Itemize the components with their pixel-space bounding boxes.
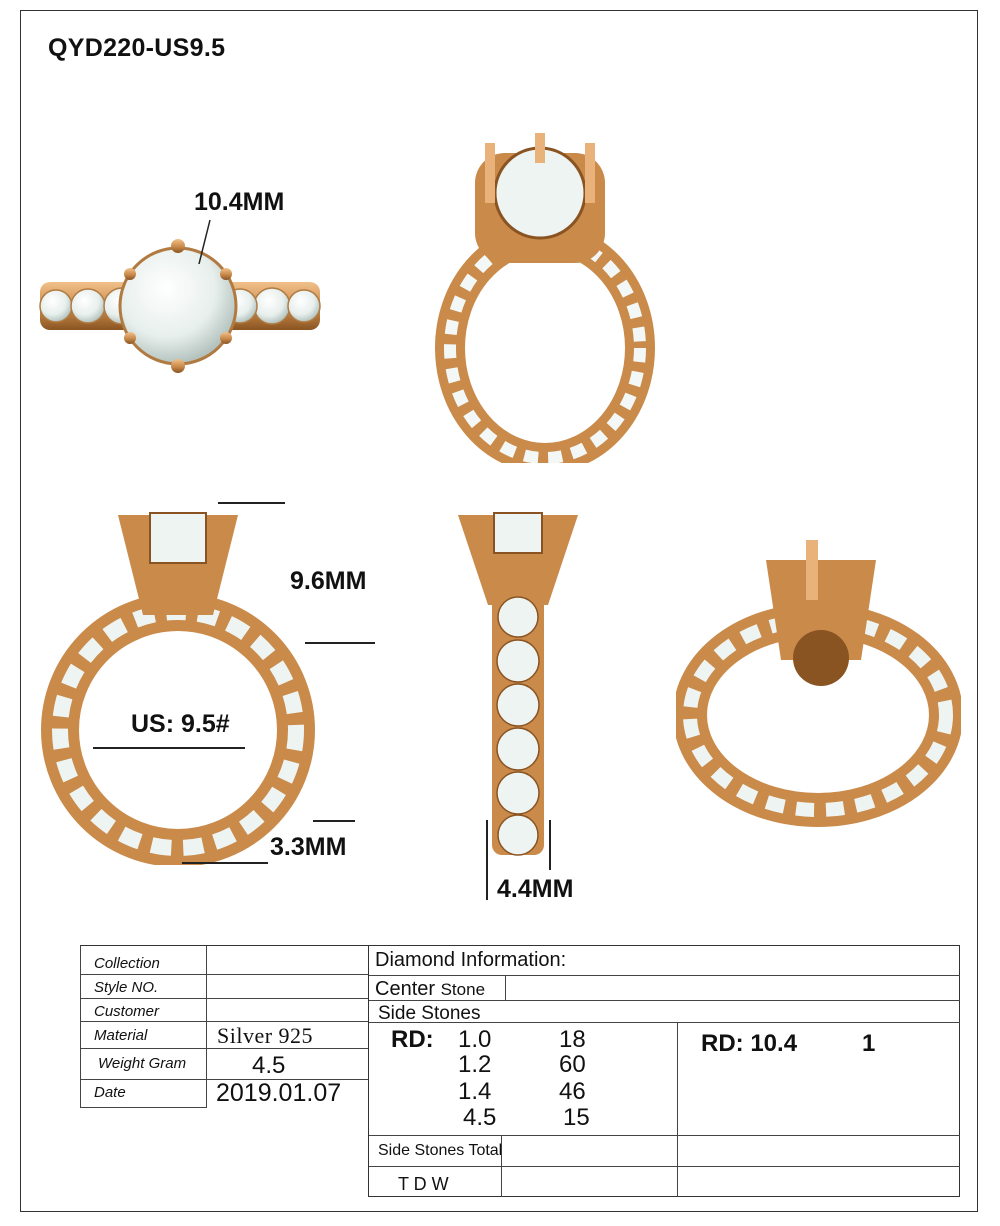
ring-perspective-view-image bbox=[415, 133, 655, 463]
side-stone-size: 1.0 bbox=[458, 1026, 492, 1053]
center-stone-count: 1 bbox=[862, 1030, 876, 1057]
height-dimension: 9.6MM bbox=[290, 567, 367, 595]
side-rd-label: RD: bbox=[391, 1026, 434, 1053]
center-label-text: Center bbox=[375, 978, 436, 1000]
center-stone-rd: RD: 10.4 bbox=[701, 1030, 798, 1057]
center-suffix-text: Stone bbox=[440, 980, 486, 999]
ring-side-view-image bbox=[448, 505, 588, 865]
date-label: Date bbox=[94, 1084, 126, 1101]
page-title: QYD220-US9.5 bbox=[48, 34, 226, 62]
diamond-info-table bbox=[368, 945, 960, 1197]
side-stone-count: 18 bbox=[559, 1026, 586, 1053]
height-guide-bottom-line bbox=[305, 642, 375, 644]
date-value: 2019.01.07 bbox=[216, 1079, 342, 1107]
ring-back-view-image bbox=[676, 540, 961, 830]
ring-size-diameter-line bbox=[93, 747, 245, 749]
material-value: Silver 925 bbox=[217, 1023, 314, 1048]
weight-label: Weight Gram bbox=[98, 1055, 187, 1072]
side-stone-count: 60 bbox=[559, 1051, 586, 1078]
side-width-dimension: 4.4MM bbox=[497, 875, 574, 903]
customer-label: Customer bbox=[94, 1003, 160, 1020]
side-stone-count: 46 bbox=[559, 1078, 586, 1105]
side-stone-size: 1.2 bbox=[458, 1051, 492, 1078]
collection-label: Collection bbox=[94, 955, 160, 972]
center-stone-label bbox=[375, 978, 485, 1001]
side-stone-size: 1.4 bbox=[458, 1078, 492, 1105]
weight-value: 4.5 bbox=[252, 1052, 286, 1079]
top-width-dimension: 10.4MM bbox=[194, 188, 285, 216]
height-guide-top-line bbox=[218, 502, 285, 504]
side-width-guide-left-line bbox=[486, 820, 488, 900]
side-width-guide-right-line bbox=[549, 820, 551, 870]
side-stones-total-label: Side Stones Total bbox=[378, 1142, 503, 1159]
band-width-guide-bottom-line bbox=[182, 862, 268, 864]
side-stones-label: Side Stones bbox=[378, 1003, 481, 1024]
top-width-leader-line bbox=[195, 218, 215, 266]
side-stone-count: 15 bbox=[563, 1104, 590, 1131]
tdw-label: T D W bbox=[398, 1174, 449, 1194]
ring-top-view-image bbox=[36, 230, 326, 380]
spec-table bbox=[80, 945, 368, 1108]
band-width-guide-top-line bbox=[313, 820, 355, 822]
material-label: Material bbox=[94, 1027, 148, 1044]
ring-size-label: US: 9.5# bbox=[131, 710, 230, 738]
diamond-info-header: Diamond Information: bbox=[375, 949, 567, 971]
style-no-label: Style NO. bbox=[94, 979, 159, 996]
ring-front-view-image bbox=[38, 505, 328, 865]
band-width-dimension: 3.3MM bbox=[270, 833, 347, 861]
side-stone-size: 4.5 bbox=[463, 1104, 497, 1131]
